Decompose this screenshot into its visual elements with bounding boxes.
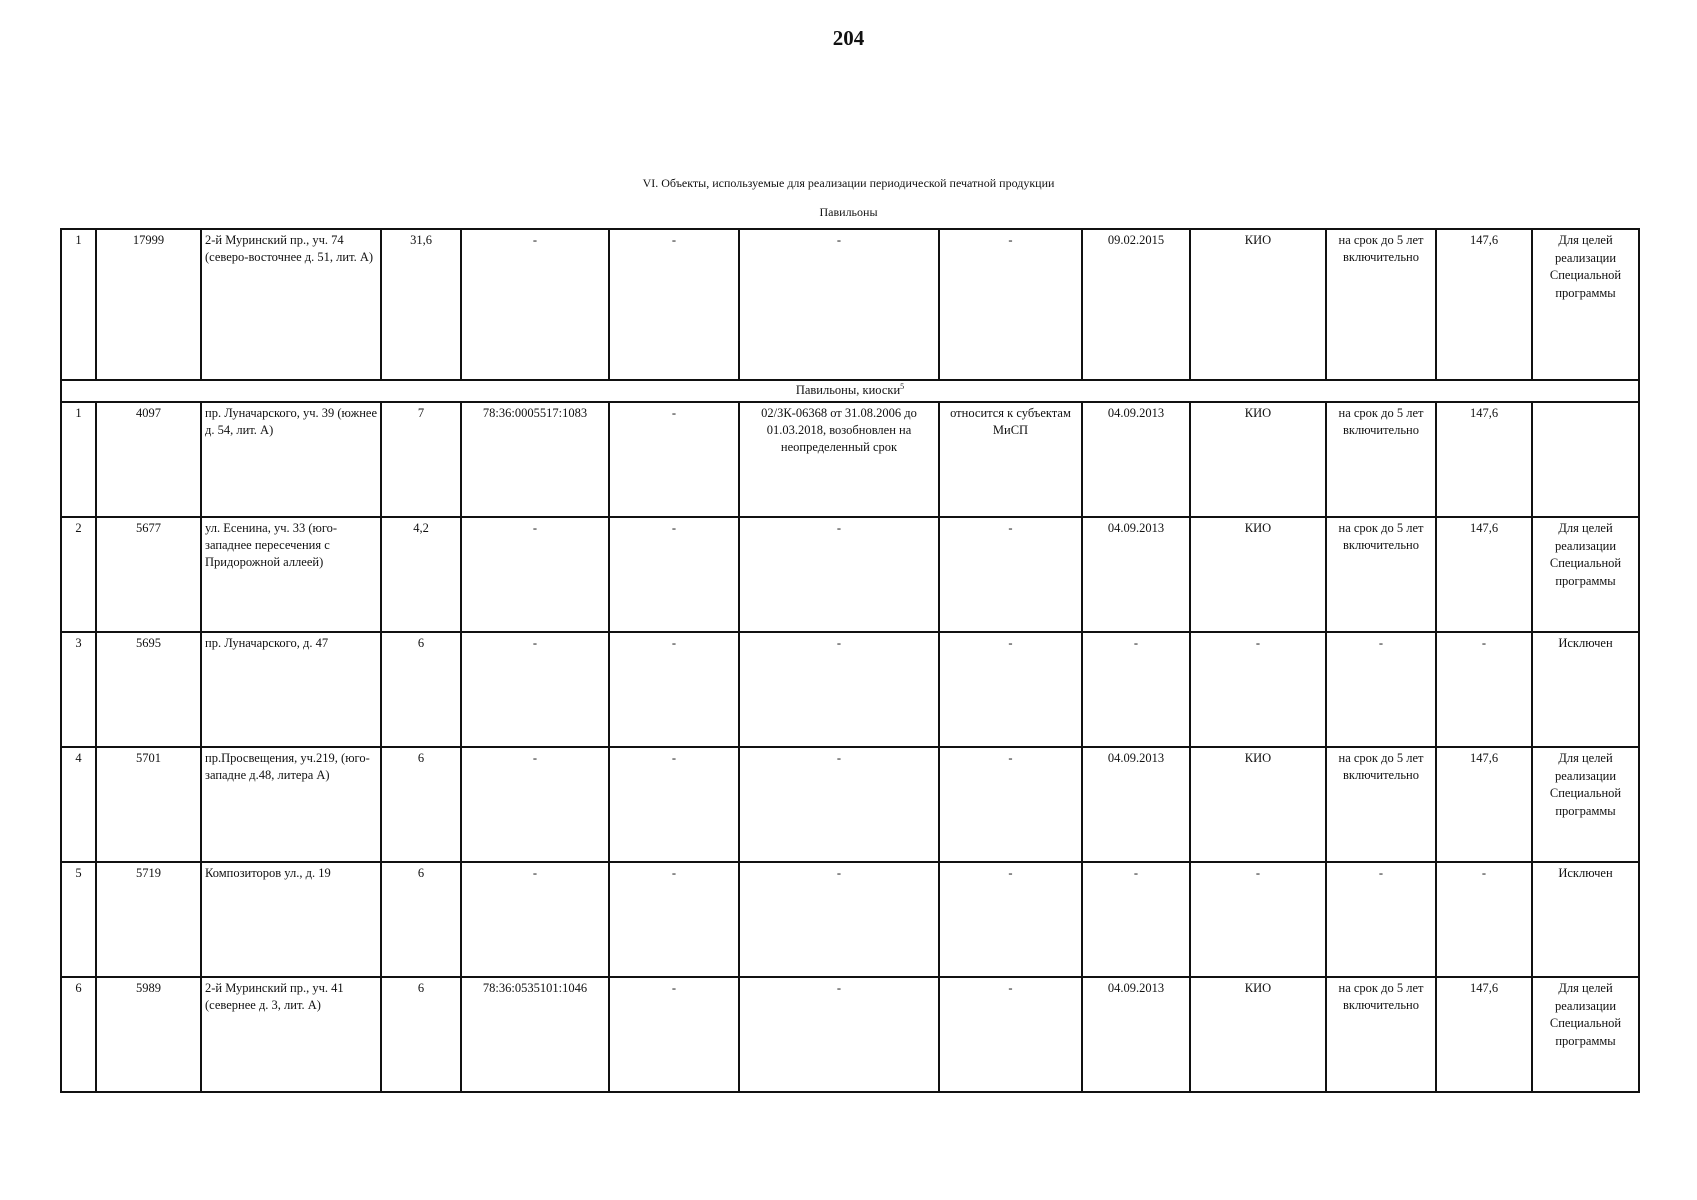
cell-contract: - [739, 632, 939, 747]
cell-column-6: - [609, 977, 739, 1092]
table-row [61, 517, 1639, 632]
cell-cadastral: - [461, 517, 609, 632]
cell-note: Для целей реализации Специальной программы [1532, 977, 1639, 1092]
cell-org: - [1190, 632, 1326, 747]
page-number: 204 [832, 26, 865, 50]
cell-area: 7 [381, 402, 461, 517]
cell-num: 3 [61, 632, 96, 747]
cell-note: Для целей реализации Специальной программы [1532, 747, 1639, 862]
cell-org: - [1190, 862, 1326, 977]
cell-date: 04.09.2013 [1082, 747, 1190, 862]
table-row [61, 402, 1639, 517]
cell-area: 6 [381, 747, 461, 862]
cell-contract: - [739, 229, 939, 380]
table-row [61, 632, 1639, 747]
cell-num: 1 [61, 402, 96, 517]
cell-date: - [1082, 862, 1190, 977]
cell-date: 09.02.2015 [1082, 229, 1190, 380]
cell-id: 5701 [96, 747, 201, 862]
cell-contract: - [739, 517, 939, 632]
cell-term: на срок до 5 лет включительно [1326, 517, 1436, 632]
cell-num: 5 [61, 862, 96, 977]
cell-num: 2 [61, 517, 96, 632]
cell-id: 17999 [96, 229, 201, 380]
table-row [61, 862, 1639, 977]
cell-term: - [1326, 862, 1436, 977]
table-row [61, 977, 1639, 1092]
cell-org: КИО [1190, 517, 1326, 632]
cell-rate: - [1436, 862, 1532, 977]
cell-note: Для целей реализации Специальной программы [1532, 229, 1639, 380]
section-row-cell [61, 380, 1639, 402]
cell-id: 4097 [96, 402, 201, 517]
cell-date: 04.09.2013 [1082, 402, 1190, 517]
cell-id: 5989 [96, 977, 201, 1092]
cell-address: пр. Луначарского, уч. 39 (южнее д. 54, лит. А) [201, 402, 381, 517]
cell-area: 6 [381, 862, 461, 977]
cell-smsp: - [939, 747, 1082, 862]
cell-rate: 147,6 [1436, 747, 1532, 862]
cell-term: на срок до 5 лет включительно [1326, 977, 1436, 1092]
cell-cadastral: - [461, 632, 609, 747]
cell-id: 5677 [96, 517, 201, 632]
cell-smsp: - [939, 862, 1082, 977]
cell-org: КИО [1190, 402, 1326, 517]
cell-smsp: - [939, 977, 1082, 1092]
cell-note: Для целей реализации Специальной программы [1532, 517, 1639, 632]
cell-date: - [1082, 632, 1190, 747]
cell-rate: - [1436, 632, 1532, 747]
cell-num: 6 [61, 977, 96, 1092]
cell-num: 1 [61, 229, 96, 380]
subsection-title: Павильоны [819, 205, 878, 219]
cell-address: 2-й Муринский пр., уч. 41 (севернее д. 3, лит. А) [201, 977, 381, 1092]
cell-area: 4,2 [381, 517, 461, 632]
cell-term: на срок до 5 лет включительно [1326, 747, 1436, 862]
cell-term: - [1326, 632, 1436, 747]
cell-note: Исключен [1532, 632, 1639, 747]
table-row [61, 747, 1639, 862]
section-row [61, 380, 1639, 402]
cell-id: 5719 [96, 862, 201, 977]
cell-address: пр.Просвещения, уч.219, (юго-западне д.48, литера А) [201, 747, 381, 862]
cell-cadastral: - [461, 229, 609, 380]
cell-address: Композиторов ул., д. 19 [201, 862, 381, 977]
cell-column-6: - [609, 747, 739, 862]
cell-date: 04.09.2013 [1082, 517, 1190, 632]
cell-contract: - [739, 862, 939, 977]
cell-term: на срок до 5 лет включительно [1326, 229, 1436, 380]
cell-rate: 147,6 [1436, 977, 1532, 1092]
cell-column-6: - [609, 632, 739, 747]
cell-area: 6 [381, 977, 461, 1092]
cell-smsp: - [939, 632, 1082, 747]
cell-contract: - [739, 977, 939, 1092]
cell-id: 5695 [96, 632, 201, 747]
cell-smsp: - [939, 229, 1082, 380]
cell-org: КИО [1190, 747, 1326, 862]
cell-smsp: - [939, 517, 1082, 632]
cell-rate: 147,6 [1436, 402, 1532, 517]
cell-contract: - [739, 747, 939, 862]
cell-address: 2-й Муринский пр., уч. 74 (северо-восточнее д. 51, лит. А) [201, 229, 381, 380]
cell-date: 04.09.2013 [1082, 977, 1190, 1092]
cell-column-6: - [609, 402, 739, 517]
cell-rate: 147,6 [1436, 517, 1532, 632]
cell-cadastral: 78:36:0535101:1046 [461, 977, 609, 1092]
cell-cadastral: 78:36:0005517:1083 [461, 402, 609, 517]
cell-contract: 02/ЗК-06368 от 31.08.2006 до 01.03.2018, возобновлен на неопределенный срок [739, 402, 939, 517]
cell-area: 6 [381, 632, 461, 747]
cell-cadastral: - [461, 747, 609, 862]
cell-term: на срок до 5 лет включительно [1326, 402, 1436, 517]
cell-note: Исключен [1532, 862, 1639, 977]
cell-cadastral: - [461, 862, 609, 977]
cell-org: КИО [1190, 977, 1326, 1092]
cell-rate: 147,6 [1436, 229, 1532, 380]
cell-org: КИО [1190, 229, 1326, 380]
cell-address: ул. Есенина, уч. 33 (юго-западнее пересечения с Придорожной аллеей) [201, 517, 381, 632]
cell-column-6: - [609, 862, 739, 977]
cell-note [1532, 402, 1639, 517]
table-row [61, 229, 1639, 380]
cell-column-6: - [609, 517, 739, 632]
cell-smsp: относится к субъектам МиСП [939, 402, 1082, 517]
section-title: VI. Объекты, используемые для реализации периодической печатной продукции [642, 176, 1055, 190]
cell-column-6: - [609, 229, 739, 380]
footnote-mark: 5 [900, 381, 905, 391]
objects-table [60, 228, 1640, 1093]
cell-address: пр. Луначарского, д. 47 [201, 632, 381, 747]
cell-area: 31,6 [381, 229, 461, 380]
section-row-title: Павильоны, киоски [795, 383, 901, 397]
cell-num: 4 [61, 747, 96, 862]
